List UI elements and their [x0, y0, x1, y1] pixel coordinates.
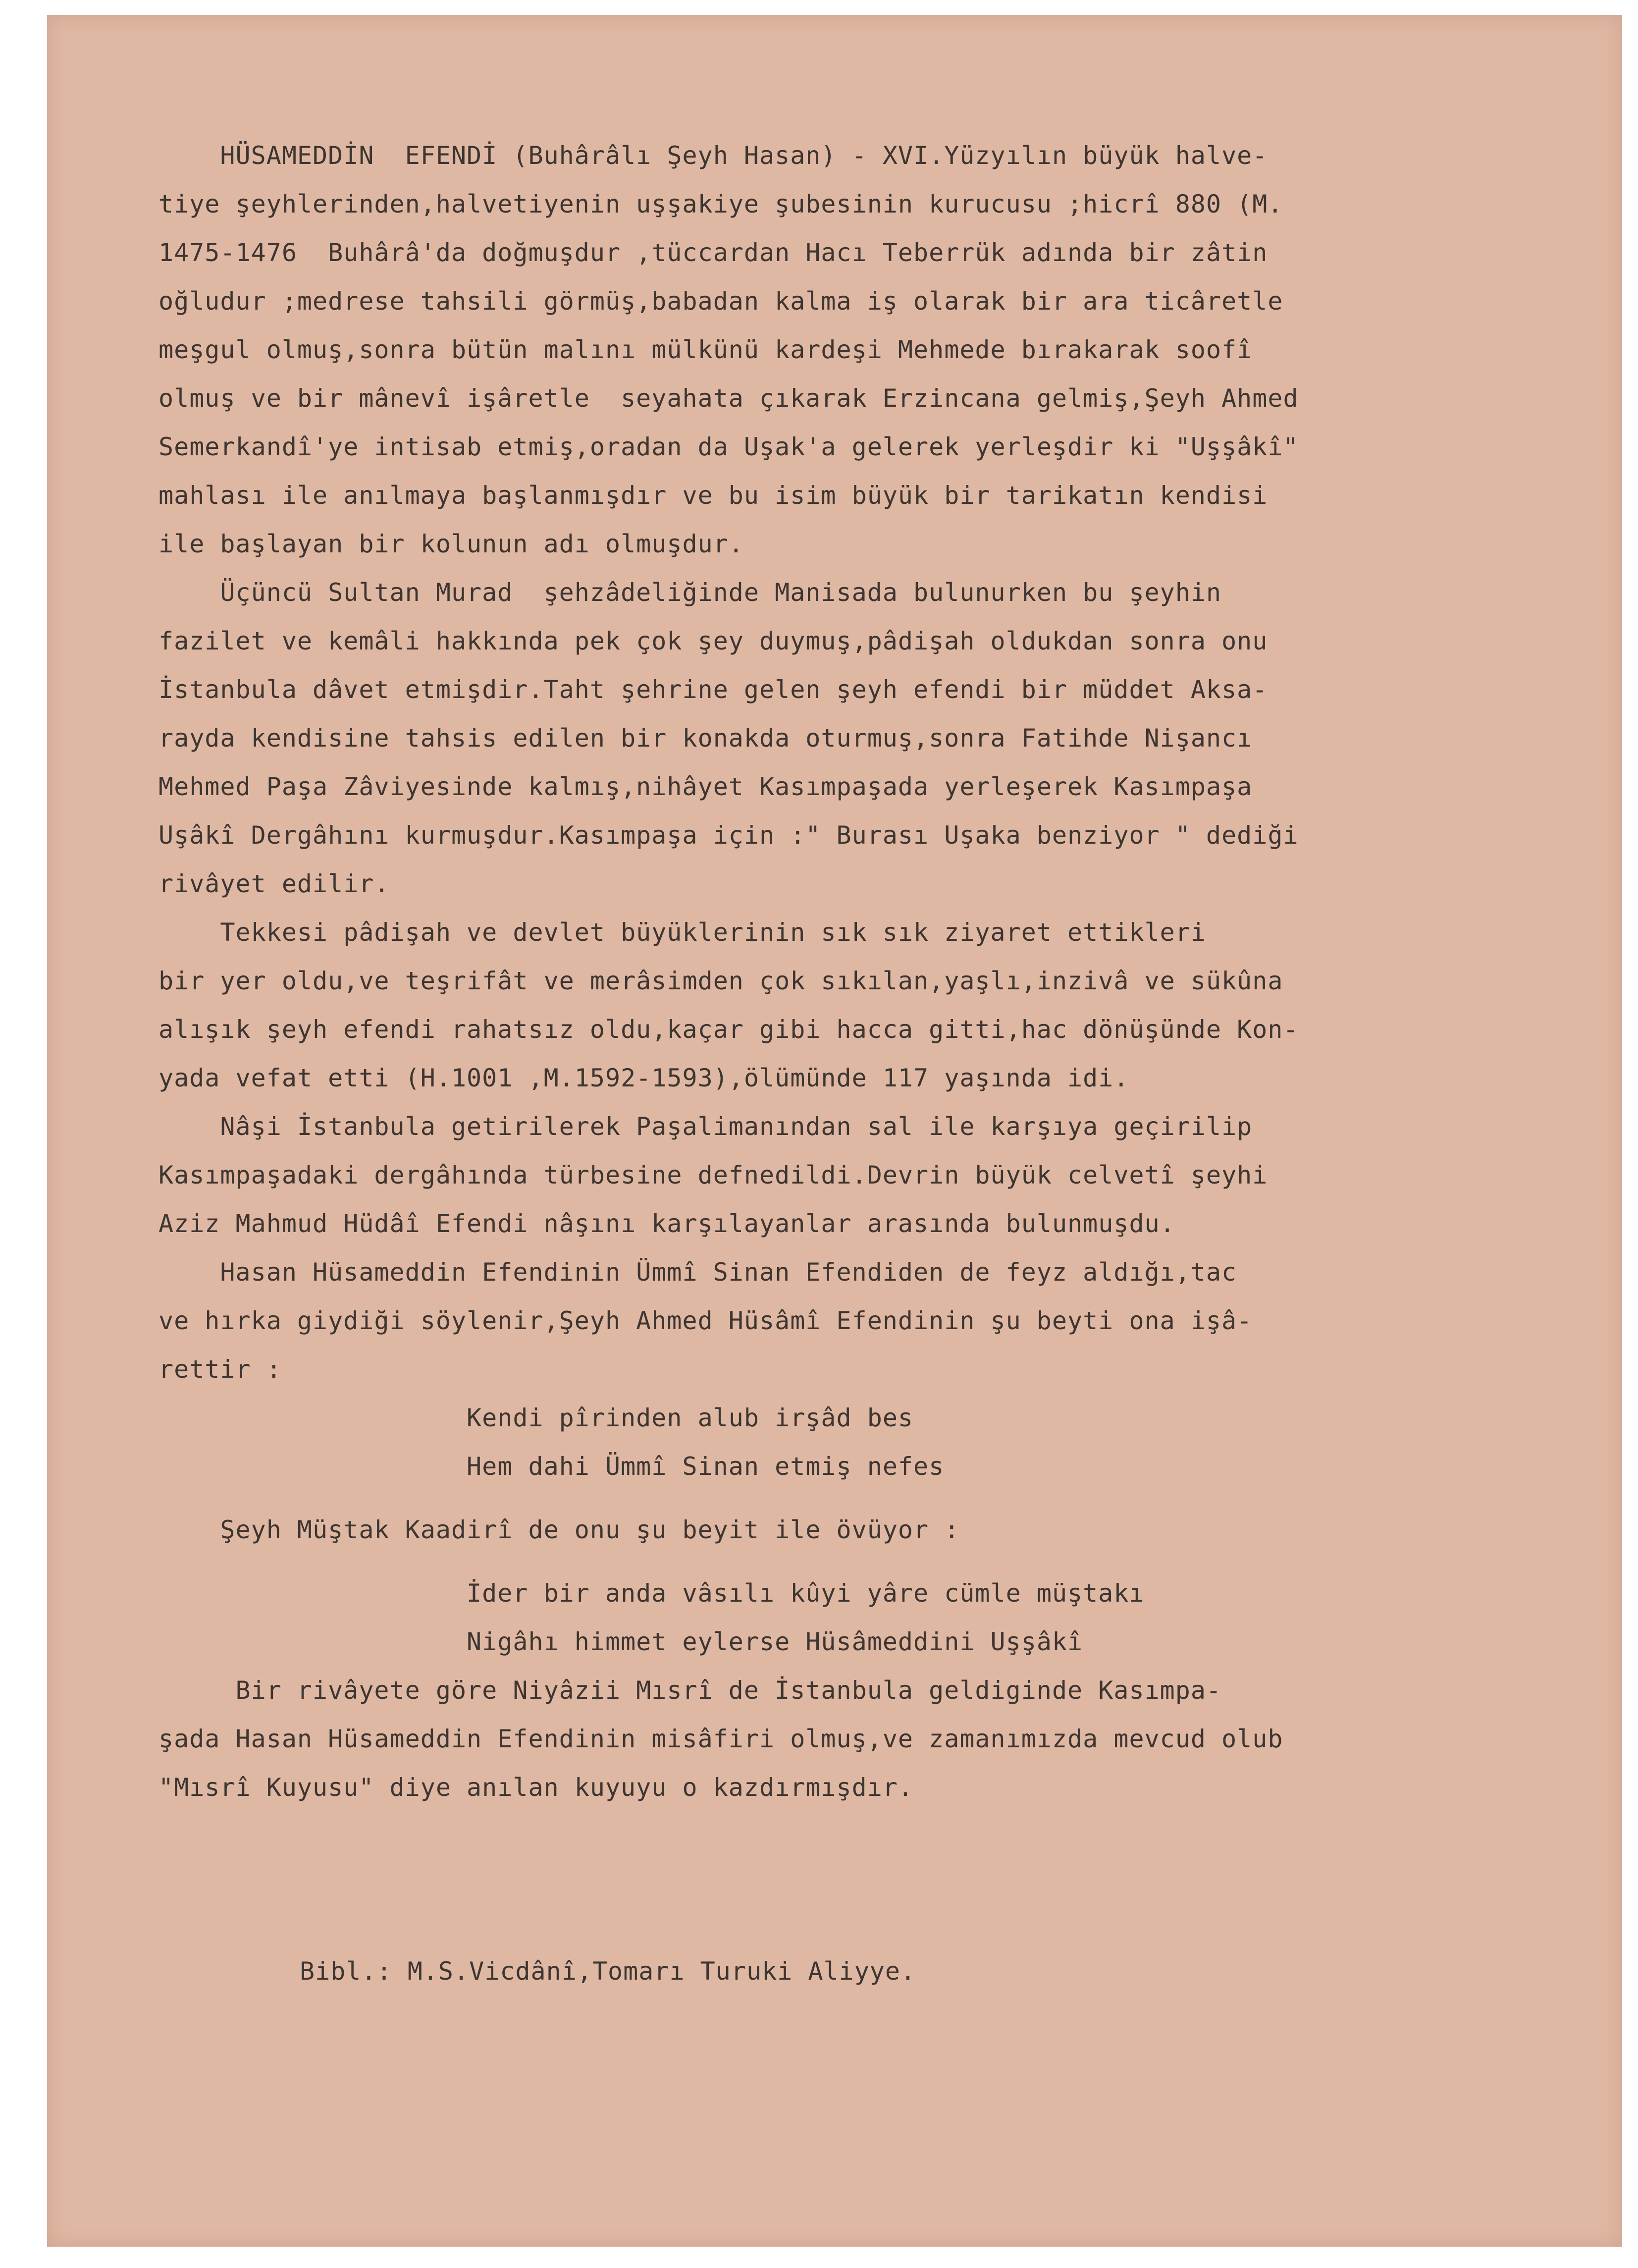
text-line: Uşâkî Dergâhını kurmuşdur.Kasımpaşa için :" Burası Uşaka benziyor " dediği	[159, 821, 1299, 850]
text-line: Mehmed Paşa Zâviyesinde kalmış,nihâyet Kasımpaşada yerleşerek Kasımpaşa	[159, 772, 1253, 801]
text-line: mahlası ile anılmaya başlanmışdır ve bu isim büyük bir tarikatın kendisi	[159, 481, 1268, 510]
text-line: meşgul olmuş,sonra bütün malını mülkünü kardeşi Mehmede bırakarak soofî	[159, 335, 1253, 364]
text-line: "Mısrî Kuyusu" diye anılan kuyuyu o kazdırmışdır.	[159, 1773, 914, 1802]
paper-sheet	[47, 15, 1622, 2247]
text-line: Hasan Hüsameddin Efendinin Ümmî Sinan Efendiden de feyz aldığı,tac	[159, 1258, 1237, 1287]
text-line: rettir :	[159, 1355, 282, 1384]
document-body	[159, 131, 1625, 1812]
verse-line: Kendi pîrinden alub irşâd bes	[159, 1404, 914, 1432]
verse-line: Hem dahi Ümmî Sinan etmiş nefes	[159, 1452, 945, 1481]
text-line: Bir rivâyete göre Niyâzii Mısrî de İstanbula geldiginde Kasımpa-	[159, 1676, 1222, 1705]
verse-line: Nigâhı himmet eylerse Hüsâmeddini Uşşâkî	[159, 1627, 1083, 1656]
text-line: oğludur ;medrese tahsili görmüş,babadan kalma iş olarak bir ara ticâretle	[159, 287, 1283, 316]
text-line: ile başlayan bir kolunun adı olmuşdur.	[159, 530, 744, 558]
text-line: olmuş ve bir mânevî işâretle seyahata çıkarak Erzincana gelmiş,Şeyh Ahmed	[159, 384, 1299, 413]
text-line: alışık şeyh efendi rahatsız oldu,kaçar gibi hacca gitti,hac dönüşünde Kon-	[159, 1015, 1299, 1044]
spacer	[159, 1554, 1625, 1569]
text-line: yada vefat etti (H.1001 ,M.1592-1593),ölümünde 117 yaşında idi.	[159, 1064, 1129, 1092]
text-line: HÜSAMEDDİN EFENDİ (Buhârâlı Şeyh Hasan) - XVI.Yüzyılın büyük halve-	[159, 141, 1268, 170]
text-line: Tekkesi pâdişah ve devlet büyüklerinin sık sık ziyaret ettikleri	[159, 918, 1206, 947]
text-line: Aziz Mahmud Hüdâî Efendi nâşını karşılayanlar arasında bulunmuşdu.	[159, 1209, 1175, 1238]
text-line: 1475-1476 Buhârâ'da doğmuşdur ,tüccardan Hacı Teberrük adında bir zâtin	[159, 238, 1268, 267]
text-line: tiye şeyhlerinden,halvetiyenin uşşakiye şubesinin kurucusu ;hicrî 880 (M.	[159, 190, 1283, 218]
text-line: Semerkandî'ye intisab etmiş,oradan da Uşak'a gelerek yerleşdir ki "Uşşâkî"	[159, 432, 1299, 461]
spacer	[159, 1491, 1625, 1506]
text-line: Kasımpaşadaki dergâhında türbesine defnedildi.Devrin büyük celvetî şeyhi	[159, 1161, 1268, 1189]
text-line: ve hırka giydiği söylenir,Şeyh Ahmed Hüsâmî Efendinin şu beyti ona işâ-	[159, 1306, 1253, 1335]
text-line: rivâyet edilir.	[159, 869, 390, 898]
verse-line: İder bir anda vâsılı kûyi yâre cümle müştakı	[159, 1579, 1145, 1608]
text-line: bir yer oldu,ve teşrifât ve merâsimden çok sıkılan,yaşlı,inzivâ ve sükûna	[159, 967, 1283, 995]
text-line: İstanbula dâvet etmişdir.Taht şehrine gelen şeyh efendi bir müddet Aksa-	[159, 675, 1268, 704]
text-line: rayda kendisine tahsis edilen bir konakda oturmuş,sonra Fatihde Nişancı	[159, 724, 1253, 753]
text-line: Üçüncü Sultan Murad şehzâdeliğinde Manisada bulunurken bu şeyhin	[159, 578, 1222, 607]
bibliography: Bibl.: M.S.Vicdânî,Tomarı Turuki Aliyye.	[300, 1957, 916, 1986]
text-line: Şeyh Müştak Kaadirî de onu şu beyit ile övüyor :	[159, 1515, 960, 1544]
text-line: şada Hasan Hüsameddin Efendinin misâfiri olmuş,ve zamanımızda mevcud olub	[159, 1725, 1283, 1753]
text-line: fazilet ve kemâli hakkında pek çok şey duymuş,pâdişah oldukdan sonra onu	[159, 627, 1268, 655]
text-line: Nâşi İstanbula getirilerek Paşalimanından sal ile karşıya geçirilip	[159, 1112, 1253, 1141]
